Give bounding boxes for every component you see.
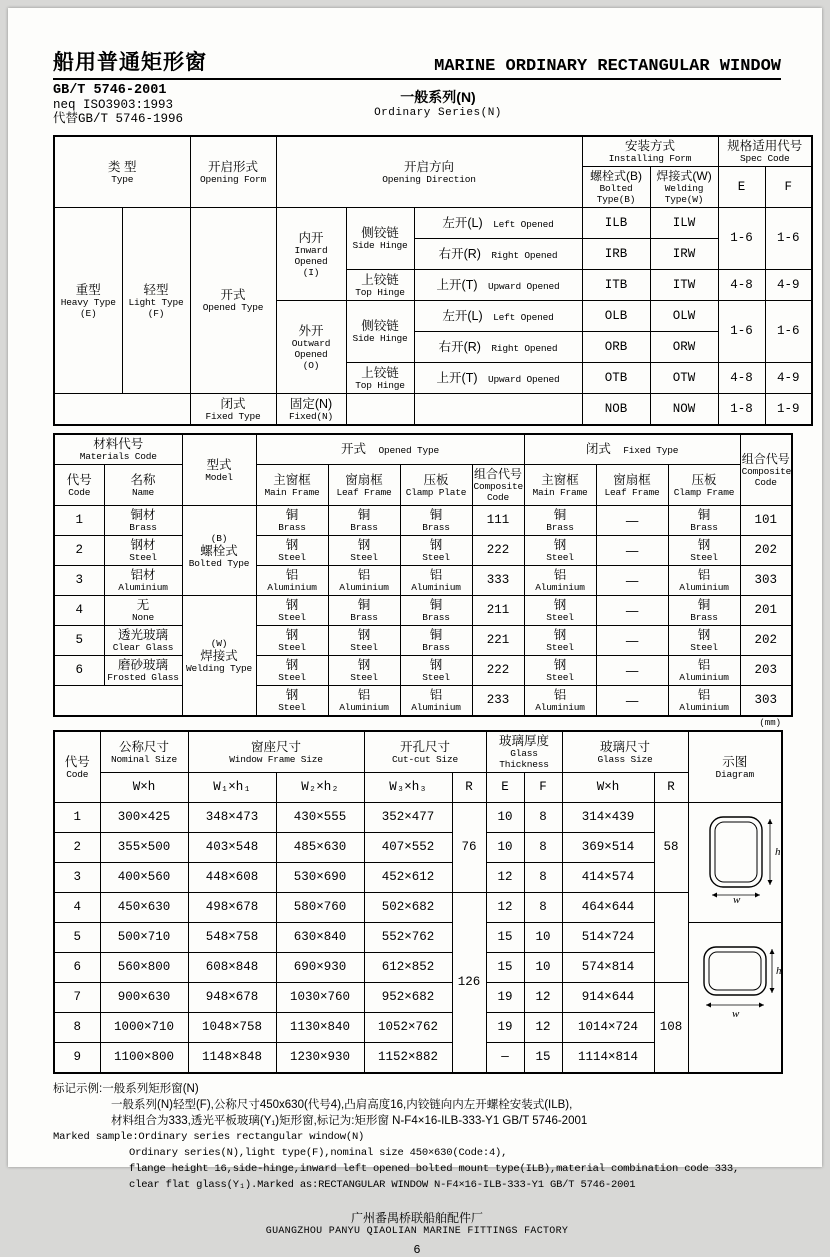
th-leaf-frame-opened: 窗扇框 Leaf Frame	[328, 465, 400, 506]
opened-main: 钢 Steel	[256, 626, 328, 656]
fixed-clamp: 铝 Aluminium	[668, 686, 740, 717]
code-NOB: NOB	[582, 394, 650, 426]
fixed-clamp: 钢 Steel	[668, 626, 740, 656]
dim-E: —	[486, 1043, 524, 1074]
fixed-composite: 202	[740, 626, 792, 656]
dim-code: 6	[54, 953, 100, 983]
dim-w2: 630×840	[276, 923, 364, 953]
code-ORB: ORB	[582, 332, 650, 363]
opened-composite: 211	[472, 596, 524, 626]
dim-F: 8	[524, 863, 562, 893]
th-frame-size: 窗座尺寸 Window Frame Size	[188, 731, 364, 773]
dim-w1: 608×848	[188, 953, 276, 983]
dim-F: 15	[524, 1043, 562, 1074]
dim-w1: 498×678	[188, 893, 276, 923]
dim-w1: 1148×848	[188, 1043, 276, 1074]
dim-E: 12	[486, 893, 524, 923]
fixed-leaf: —	[596, 596, 668, 626]
opened-leaf: 铜 Brass	[328, 506, 400, 536]
dim-w3: 1152×882	[364, 1043, 452, 1074]
svg-text:w: w	[731, 1008, 739, 1020]
dim-glass: 574×814	[562, 953, 654, 983]
code-OTW: OTW	[650, 363, 718, 394]
th-diagram: 示图 Diagram	[688, 731, 782, 803]
material-empty	[54, 686, 182, 717]
th-bolted: 螺栓式(B) Bolted Type(B)	[582, 167, 650, 208]
material-name: 铜材 Brass	[104, 506, 182, 536]
dim-w2: 690×930	[276, 953, 364, 983]
dim-R-lower: 126	[452, 893, 486, 1074]
code-ORW: ORW	[650, 332, 718, 363]
opened-main: 铝 Aluminium	[256, 566, 328, 596]
dimensions-table	[53, 730, 783, 1074]
th-code: 代号 Code	[54, 465, 104, 506]
material-code: 3	[54, 566, 104, 596]
opening-form-opened: 开式 Opened Type	[190, 208, 276, 394]
svg-text:h: h	[775, 965, 782, 977]
dim-glass: 464×644	[562, 893, 654, 923]
dir-fixed-blank	[414, 394, 582, 426]
th-W-h: W×h	[100, 773, 188, 803]
opened-clamp: 铜 Brass	[400, 626, 472, 656]
type-fixed-blank	[54, 394, 190, 426]
th-clamp-frame-fixed: 压板 Clamp Frame	[668, 465, 740, 506]
type-heavy: 重型 Heavy Type (E)	[54, 208, 122, 394]
material-name: 磨砂玻璃 Frosted Glass	[104, 656, 182, 686]
dim-w3: 952×682	[364, 983, 452, 1013]
material-name: 钢材 Steel	[104, 536, 182, 566]
th-R-glass: R	[654, 773, 688, 803]
dim-w2: 1230×930	[276, 1043, 364, 1074]
th-spec-code: 规格适用代号 Spec Code	[718, 136, 812, 167]
th-main-frame-fixed: 主窗框 Main Frame	[524, 465, 596, 506]
spec-E-fixed: 1-8	[718, 394, 765, 426]
page-number: 6	[413, 1243, 421, 1257]
fixed-composite: 201	[740, 596, 792, 626]
fixed-main: 钢 Steel	[524, 596, 596, 626]
th-installing-form: 安装方式 Installing Form	[582, 136, 718, 167]
dim-code: 9	[54, 1043, 100, 1074]
th-model: 型式 Model	[182, 434, 256, 506]
dim-glass: 369×514	[562, 833, 654, 863]
title-chinese: 船用普通矩形窗	[53, 51, 207, 74]
dim-F: 12	[524, 983, 562, 1013]
dim-w2: 1130×840	[276, 1013, 364, 1043]
fixed-main: 铝 Aluminium	[524, 686, 596, 717]
fixed-main: 钢 Steel	[524, 656, 596, 686]
hinge-top-outward: 上铰链 Top Hinge	[346, 363, 414, 394]
fixed-clamp: 铝 Aluminium	[668, 566, 740, 596]
direction-fixed: 固定(N) Fixed(N)	[276, 394, 346, 426]
th-W2-h2: W₂×h₂	[276, 773, 364, 803]
code-OLW: OLW	[650, 301, 718, 332]
code-OLB: OLB	[582, 301, 650, 332]
hinge-top-inward: 上铰链 Top Hinge	[346, 270, 414, 301]
materials-composite-table	[53, 433, 793, 717]
dim-F: 8	[524, 833, 562, 863]
dim-F: 8	[524, 803, 562, 833]
th-E-thick: E	[486, 773, 524, 803]
opened-leaf: 铝 Aluminium	[328, 686, 400, 717]
opened-composite: 222	[472, 536, 524, 566]
standard-replaces: 代替GB/T 5746-1996	[53, 112, 184, 126]
code-IRW: IRW	[650, 239, 718, 270]
dim-w2: 430×555	[276, 803, 364, 833]
th-type: 类 型 Type	[54, 136, 190, 208]
dir-right-inward: 右开(R) Right Opened	[414, 239, 582, 270]
material-code: 6	[54, 656, 104, 686]
note-line-2: 一般系列(N)轻型(F),公称尺寸450x630(代号4),凸肩高度16,内铰链向内左开螺栓安装式(ILB),	[111, 1099, 573, 1111]
dim-code: 8	[54, 1013, 100, 1043]
dim-E: 19	[486, 983, 524, 1013]
series-label-cn: 一般系列(N)	[400, 89, 476, 105]
dim-R2-lower: 108	[654, 983, 688, 1074]
dim-code: 7	[54, 983, 100, 1013]
dim-w1: 403×548	[188, 833, 276, 863]
th-fixed-type: 闭式 Fixed Type	[524, 434, 740, 465]
diagram-rect-wide	[690, 925, 781, 1070]
th-glass-wh: W×h	[562, 773, 654, 803]
th-composite-code-opened: 组合代号 Composite Code	[472, 465, 524, 506]
dim-code: 5	[54, 923, 100, 953]
dim-w2: 1030×760	[276, 983, 364, 1013]
th-main-frame-opened: 主窗框 Main Frame	[256, 465, 328, 506]
note-line-6: flange height 16,side-hinge,inward left opened bolted mount type(ILB),material combination code 333,	[129, 1163, 740, 1175]
dim-nominal: 450×630	[100, 893, 188, 923]
dir-up-inward: 上开(T) Upward Opened	[414, 270, 582, 301]
note-line-1: 标记示例:一般系列矩形窗(N)	[53, 1083, 199, 1095]
code-ITB: ITB	[582, 270, 650, 301]
fixed-leaf: —	[596, 566, 668, 596]
th-materials-code: 材料代号 Materials Code	[54, 434, 182, 465]
dim-nominal: 560×800	[100, 953, 188, 983]
type-light: 轻型 Light Type (F)	[122, 208, 190, 394]
opened-clamp: 铝 Aluminium	[400, 686, 472, 717]
spec-E-outward-top: 4-8	[718, 363, 765, 394]
opened-main: 钢 Steel	[256, 686, 328, 717]
fixed-main: 铝 Aluminium	[524, 566, 596, 596]
th-clamp-plate-opened: 压板 Clamp Plate	[400, 465, 472, 506]
spec-F-inward-side: 1-6	[765, 208, 812, 270]
th-composite-code-fixed: 组合代号 Composite Code	[740, 434, 792, 506]
material-code: 2	[54, 536, 104, 566]
title-english: MARINE ORDINARY RECTANGULAR WINDOW	[434, 57, 781, 76]
fixed-clamp: 铝 Aluminium	[668, 656, 740, 686]
th-opened-type: 开式 Opened Type	[256, 434, 524, 465]
dim-nominal: 300×425	[100, 803, 188, 833]
unit-label: (mm)	[759, 718, 781, 728]
dim-w3: 612×852	[364, 953, 452, 983]
opened-composite: 111	[472, 506, 524, 536]
th-nominal-size: 公称尺寸 Nominal Size	[100, 731, 188, 773]
fixed-leaf: —	[596, 506, 668, 536]
dim-E: 12	[486, 863, 524, 893]
opened-leaf: 铜 Brass	[328, 596, 400, 626]
dim-code: 1	[54, 803, 100, 833]
dim-w3: 502×682	[364, 893, 452, 923]
dim-E: 10	[486, 803, 524, 833]
fixed-composite: 303	[740, 566, 792, 596]
spec-F-fixed: 1-9	[765, 394, 812, 426]
dim-E: 15	[486, 953, 524, 983]
dim-glass: 514×724	[562, 923, 654, 953]
dim-nominal: 900×630	[100, 983, 188, 1013]
dir-left-inward: 左开(L) Left Opened	[414, 208, 582, 239]
fixed-clamp: 钢 Steel	[668, 536, 740, 566]
opened-composite: 221	[472, 626, 524, 656]
standard-block	[53, 83, 781, 129]
dim-glass: 1014×724	[562, 1013, 654, 1043]
note-line-4: Marked sample:Ordinary series rectangular window(N)	[53, 1131, 365, 1143]
dim-w2: 485×630	[276, 833, 364, 863]
material-name: 透光玻璃 Clear Glass	[104, 626, 182, 656]
opened-leaf: 铝 Aluminium	[328, 566, 400, 596]
spec-F-inward-top: 4-9	[765, 270, 812, 301]
opened-composite: 233	[472, 686, 524, 717]
dim-w1: 448×608	[188, 863, 276, 893]
th-F: F	[765, 167, 812, 208]
model-welding: (W) 焊接式 Welding Type	[182, 596, 256, 717]
dim-nominal: 1000×710	[100, 1013, 188, 1043]
th-glass-thickness: 玻璃厚度 Glass Thickness	[486, 731, 562, 773]
dim-w1: 1048×758	[188, 1013, 276, 1043]
spec-E-inward-side: 1-6	[718, 208, 765, 270]
hinge-side-inward: 侧铰链 Side Hinge	[346, 208, 414, 270]
th-cut-size: 开孔尺寸 Cut-cut Size	[364, 731, 486, 773]
note-line-7: clear flat glass(Y₁).Marked as:RECTANGULAR WINDOW N-F4×16-ILB-333-Y1 GB/T 5746-2001	[129, 1179, 636, 1191]
dir-right-outward: 右开(R) Right Opened	[414, 332, 582, 363]
series-label-en: Ordinary Series(N)	[374, 107, 502, 119]
dim-w3: 452×612	[364, 863, 452, 893]
diagram-rect-tall	[690, 805, 781, 920]
dim-R2-upper: 58	[654, 803, 688, 893]
dim-E: 19	[486, 1013, 524, 1043]
th-leaf-frame-fixed: 窗扇框 Leaf Frame	[596, 465, 668, 506]
dim-w2: 580×760	[276, 893, 364, 923]
opened-composite: 222	[472, 656, 524, 686]
direction-inward: 内开 Inward Opened (I)	[276, 208, 346, 301]
dim-glass: 1114×814	[562, 1043, 654, 1074]
material-code: 1	[54, 506, 104, 536]
code-IRB: IRB	[582, 239, 650, 270]
diagram-cell-bottom	[688, 923, 782, 1074]
note-line-5: Ordinary series(N),light type(F),nominal size 450×630(Code:4),	[129, 1147, 508, 1159]
company-name-cn: 广州番禺桥联船舶配件厂	[350, 1211, 483, 1225]
th-R-cut: R	[452, 773, 486, 803]
dim-glass: 914×644	[562, 983, 654, 1013]
fixed-composite: 303	[740, 686, 792, 717]
dir-left-outward: 左开(L) Left Opened	[414, 301, 582, 332]
document-page	[8, 8, 822, 1257]
th-opening-form: 开启形式 Opening Form	[190, 136, 276, 208]
th-dim-code: 代号 Code	[54, 731, 100, 803]
dim-E: 10	[486, 833, 524, 863]
th-glass-size: 玻璃尺寸 Glass Size	[562, 731, 688, 773]
dim-code: 2	[54, 833, 100, 863]
series-label	[338, 87, 538, 119]
dim-nominal: 355×500	[100, 833, 188, 863]
dim-R-upper: 76	[452, 803, 486, 893]
opened-leaf: 钢 Steel	[328, 536, 400, 566]
code-ILW: ILW	[650, 208, 718, 239]
material-name: 无 None	[104, 596, 182, 626]
type-opening-table	[53, 135, 813, 426]
dim-E: 15	[486, 923, 524, 953]
dim-w1: 548×758	[188, 923, 276, 953]
fixed-leaf: —	[596, 626, 668, 656]
opened-composite: 333	[472, 566, 524, 596]
direction-outward: 外开 Outward Opened (O)	[276, 301, 346, 394]
spec-E-inward-top: 4-8	[718, 270, 765, 301]
fixed-composite: 202	[740, 536, 792, 566]
spec-E-outward-side: 1-6	[718, 301, 765, 363]
fixed-clamp: 铜 Brass	[668, 506, 740, 536]
fixed-leaf: —	[596, 656, 668, 686]
fixed-main: 铜 Brass	[524, 506, 596, 536]
th-name: 名称 Name	[104, 465, 182, 506]
opening-form-fixed: 闭式 Fixed Type	[190, 394, 276, 426]
dim-code: 4	[54, 893, 100, 923]
dim-w3: 352×477	[364, 803, 452, 833]
dim-glass: 414×574	[562, 863, 654, 893]
hinge-side-outward: 侧铰链 Side Hinge	[346, 301, 414, 363]
dim-w2: 530×690	[276, 863, 364, 893]
fixed-leaf: —	[596, 686, 668, 717]
opened-clamp: 铜 Brass	[400, 506, 472, 536]
dim-w1: 348×473	[188, 803, 276, 833]
standard-number: GB/T 5746-2001	[53, 83, 167, 98]
dim-F: 10	[524, 923, 562, 953]
dim-code: 3	[54, 863, 100, 893]
code-OTB: OTB	[582, 363, 650, 394]
spec-F-outward-top: 4-9	[765, 363, 812, 394]
dim-F: 8	[524, 893, 562, 923]
dim-F: 12	[524, 1013, 562, 1043]
dim-R2-blank	[654, 893, 688, 983]
th-W3-h3: W₃×h₃	[364, 773, 452, 803]
opened-leaf: 钢 Steel	[328, 656, 400, 686]
fixed-main: 钢 Steel	[524, 536, 596, 566]
marking-notes	[53, 1081, 781, 1193]
opened-clamp: 铜 Brass	[400, 596, 472, 626]
dim-nominal: 400×560	[100, 863, 188, 893]
diagram-cell-top	[688, 803, 782, 923]
th-E: E	[718, 167, 765, 208]
opened-main: 钢 Steel	[256, 596, 328, 626]
hinge-fixed-blank	[346, 394, 414, 426]
th-opening-direction: 开启方向 Opening Direction	[276, 136, 582, 208]
material-code: 5	[54, 626, 104, 656]
fixed-composite: 203	[740, 656, 792, 686]
code-ILB: ILB	[582, 208, 650, 239]
standard-iso: neq ISO3903:1993	[53, 98, 174, 112]
opened-leaf: 钢 Steel	[328, 626, 400, 656]
dim-nominal: 500×710	[100, 923, 188, 953]
spec-F-outward-side: 1-6	[765, 301, 812, 363]
dim-nominal: 1100×800	[100, 1043, 188, 1074]
svg-text:h: h	[774, 846, 781, 858]
th-welding: 焊接式(W) Welding Type(W)	[650, 167, 718, 208]
dim-w3: 407×552	[364, 833, 452, 863]
code-ITW: ITW	[650, 270, 718, 301]
fixed-main: 钢 Steel	[524, 626, 596, 656]
company-name-en: GUANGZHOU PANYU QIAOLIAN MARINE FITTINGS FACTORY	[265, 1226, 569, 1237]
opened-clamp: 钢 Steel	[400, 536, 472, 566]
opened-main: 钢 Steel	[256, 536, 328, 566]
model-bolted: (B) 螺栓式 Bolted Type	[182, 506, 256, 596]
opened-main: 钢 Steel	[256, 656, 328, 686]
dim-w3: 552×762	[364, 923, 452, 953]
dim-w1: 948×678	[188, 983, 276, 1013]
dim-glass: 314×439	[562, 803, 654, 833]
fixed-composite: 101	[740, 506, 792, 536]
dim-F: 10	[524, 953, 562, 983]
opened-clamp: 钢 Steel	[400, 656, 472, 686]
dim-w3: 1052×762	[364, 1013, 452, 1043]
material-name: 铝材 Aluminium	[104, 566, 182, 596]
dir-up-outward: 上开(T) Upward Opened	[414, 363, 582, 394]
page-header	[53, 46, 781, 80]
svg-text:w: w	[732, 894, 740, 906]
opened-main: 铜 Brass	[256, 506, 328, 536]
th-W1-h1: W₁×h₁	[188, 773, 276, 803]
fixed-clamp: 铜 Brass	[668, 596, 740, 626]
page-footer	[53, 1209, 781, 1237]
material-code: 4	[54, 596, 104, 626]
note-line-3: 材料组合为333,透光平板玻璃(Y₁)矩形窗,标记为:矩形窗 N-F4×16-ILB-333-Y1 GB/T 5746-2001	[111, 1115, 588, 1127]
code-NOW: NOW	[650, 394, 718, 426]
th-F-thick: F	[524, 773, 562, 803]
fixed-leaf: —	[596, 536, 668, 566]
opened-clamp: 铝 Aluminium	[400, 566, 472, 596]
